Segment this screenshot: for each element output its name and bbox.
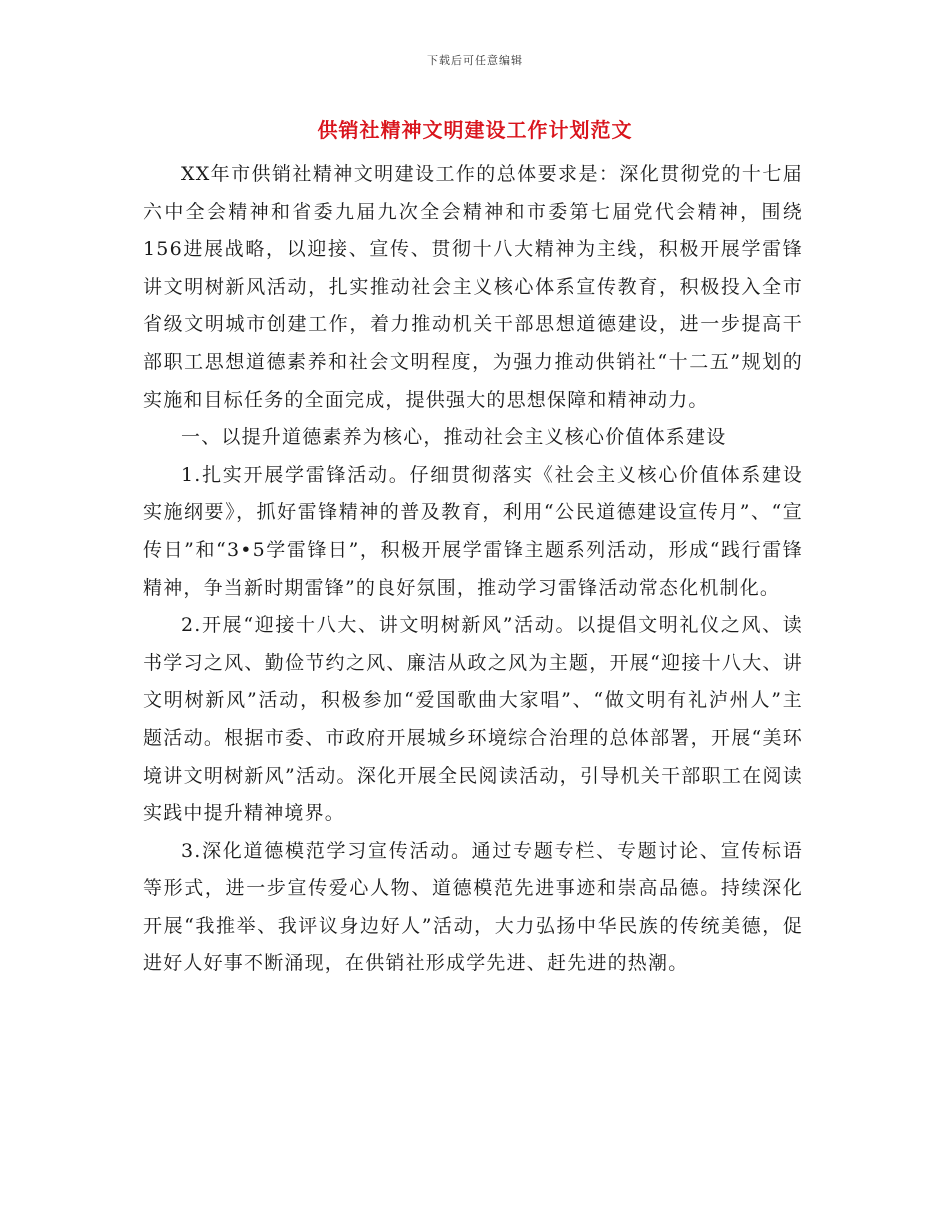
paragraph-item-1: 1.扎实开展学雷锋活动。仔细贯彻落实《社会主义核心价值体系建设实施纲要》，抓好雷锋精神的普及教育，利用“公民道德建设宣传月”、“宣传日”和“3•5学雷锋日”，积极开展学雷锋主题系列活动，形成“践行雷锋精神，争当新时期雷锋”的良好氛围，推动学习雷锋活动常态化机制化。 <box>143 463 803 599</box>
header-note: 下载后可任意编辑 <box>427 54 523 67</box>
document-body <box>143 156 803 983</box>
document-title: 供销社精神文明建设工作计划范文 <box>317 118 633 142</box>
intro-paragraph: XX年市供销社精神文明建设工作的总体要求是：深化贯彻党的十七届六中全会精神和省委九届九次全会精神和市委第七届党代会精神，围绕156进展战略，以迎接、宣传、贯彻十八大精神为主线，积极开展学雷锋讲文明树新风活动，扎实推动社会主义核心体系宣传教育，积极投入全市省级文明城市创建工作，着力推动机关干部思想道德建设，进一步提高干部职工思想道德素养和社会文明程度，为强力推动供销社“十二五”规划的实施和目标任务的全面完成，提供强大的思想保障和精神动力。 <box>143 163 803 411</box>
paragraph-item-2: 2.开展“迎接十八大、讲文明树新风”活动。以提倡文明礼仪之风、读书学习之风、勤俭节约之风、廉洁从政之风为主题，开展“迎接十八大、讲文明树新风”活动，积极参加“爱国歌曲大家唱”、“做文明有礼泸州人”主题活动。根据市委、市政府开展城乡环境综合治理的总体部署，开展“美环境讲文明树新风”活动。深化开展全民阅读活动，引导机关干部职工在阅读实践中提升精神境界。 <box>143 614 803 825</box>
section-heading: 一、以提升道德素养为核心，推动社会主义核心价值体系建设 <box>181 426 727 449</box>
paragraph-item-3: 3.深化道德模范学习宣传活动。通过专题专栏、专题讨论、宣传标语等形式，进一步宣传爱心人物、道德模范先进事迹和崇高品德。持续深化开展“我推举、我评议身边好人”活动，大力弘扬中华民族的传统美德，促进好人好事不断涌现，在供销社形成学先进、赶先进的热潮。 <box>143 839 803 975</box>
